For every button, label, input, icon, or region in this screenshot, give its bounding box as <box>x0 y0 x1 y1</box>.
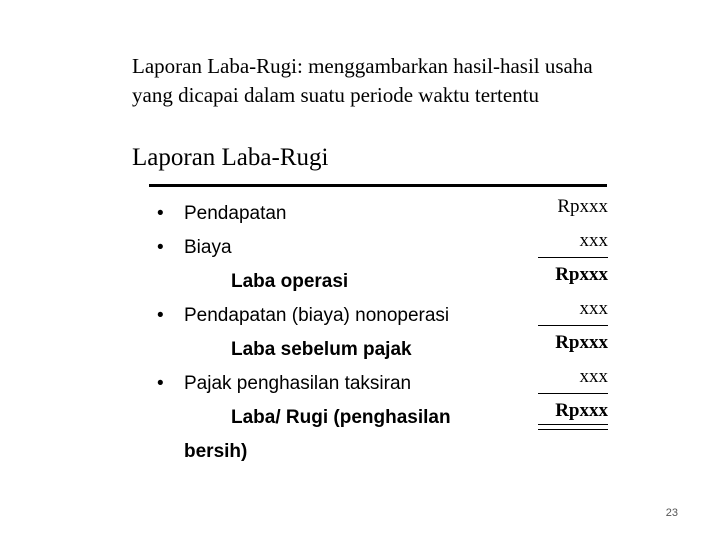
item-pendapatan-nonoperasi: • Pendapatan (biaya) nonoperasi <box>157 299 517 333</box>
section-heading: Laporan Laba-Rugi <box>132 144 329 171</box>
page-number: 23 <box>665 507 678 519</box>
amount-pajak: xxx <box>520 362 608 396</box>
amount-laba-operasi: Rpxxx <box>555 264 608 285</box>
item-laba-rugi-line-2: bersih) <box>184 441 248 462</box>
item-pajak-penghasilan: • Pajak penghasilan taksiran <box>157 367 517 401</box>
heading-rule <box>149 184 607 187</box>
item-laba-rugi-line-1: Laba/ Rugi (penghasilan <box>231 407 451 428</box>
amount-laba-bersih: Rpxxx <box>520 396 608 430</box>
intro-line-1: Laporan Laba-Rugi: menggambarkan hasil-hasil usaha <box>132 54 593 78</box>
amount-laba-sebelum-pajak: Rpxxx <box>555 332 608 353</box>
intro-text <box>132 52 692 110</box>
amount-pendapatan: Rpxxx <box>557 196 608 217</box>
item-laba-rugi-bersih <box>157 401 517 469</box>
item-laba-sebelum-pajak: Laba sebelum pajak <box>231 339 412 360</box>
income-statement-items <box>157 197 517 469</box>
item-pendapatan: • Pendapatan <box>157 197 517 231</box>
item-biaya: • Biaya <box>157 231 517 265</box>
amount-biaya: xxx <box>520 226 608 260</box>
item-laba-operasi: Laba operasi <box>231 271 349 292</box>
intro-line-2: yang dicapai dalam suatu periode waktu tertentu <box>132 83 540 107</box>
amount-nonoperasi: xxx <box>520 294 608 328</box>
amounts-column <box>520 192 608 430</box>
